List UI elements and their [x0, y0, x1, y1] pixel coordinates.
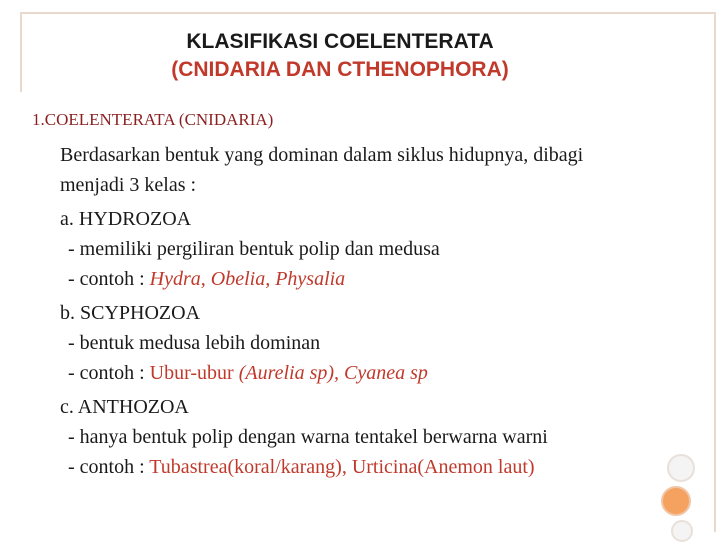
class-b-example-species: (Aurelia sp), Cyanea sp [238, 362, 428, 384]
decor-circle-bottom [671, 520, 693, 542]
class-b-example [60, 358, 700, 388]
example-prefix: - contoh : [68, 456, 150, 478]
class-c-name: c. ANTHOZOA [60, 396, 189, 418]
decor-circle-orange [661, 486, 691, 516]
intro-line-1: Berdasarkan bentuk yang dominan dalam siklus hidupnya, dibagi [60, 144, 584, 166]
example-prefix: - contoh : [68, 268, 150, 290]
class-c-example-species: Tubastrea(koral/karang), Urticina(Anemon laut) [149, 456, 535, 478]
title-line-1: KLASIFIKASI COELENTERATA [186, 30, 494, 53]
frame-top-border [20, 12, 716, 14]
class-a-example-species: Hydra, Obelia, Physalia [149, 268, 346, 290]
decor-circle-top [667, 454, 695, 482]
class-b-name: b. SCYPHOZOA [60, 302, 201, 324]
frame-left-border [20, 12, 22, 92]
class-a-desc: - memiliki pergiliran bentuk polip dan medusa [68, 238, 440, 260]
slide-body [60, 140, 700, 482]
class-b-desc: - bentuk medusa lebih dominan [68, 332, 321, 354]
class-a-name: a. HYDROZOA [60, 208, 192, 230]
frame-right-border [714, 12, 716, 532]
intro-line-2: menjadi 3 kelas : [60, 174, 197, 196]
example-prefix: - contoh : [68, 362, 150, 384]
class-c-desc: - hanya bentuk polip dengan warna tentakel berwarna warni [68, 426, 548, 448]
slide-title [120, 28, 560, 84]
class-a-example [60, 264, 700, 294]
title-line-2: (CNIDARIA DAN CTHENOPHORA) [171, 58, 509, 81]
class-b-example-common: Ubur-ubur [149, 362, 239, 384]
section-heading: 1.COELENTERATA (CNIDARIA) [32, 110, 274, 129]
class-c-example [60, 452, 700, 482]
